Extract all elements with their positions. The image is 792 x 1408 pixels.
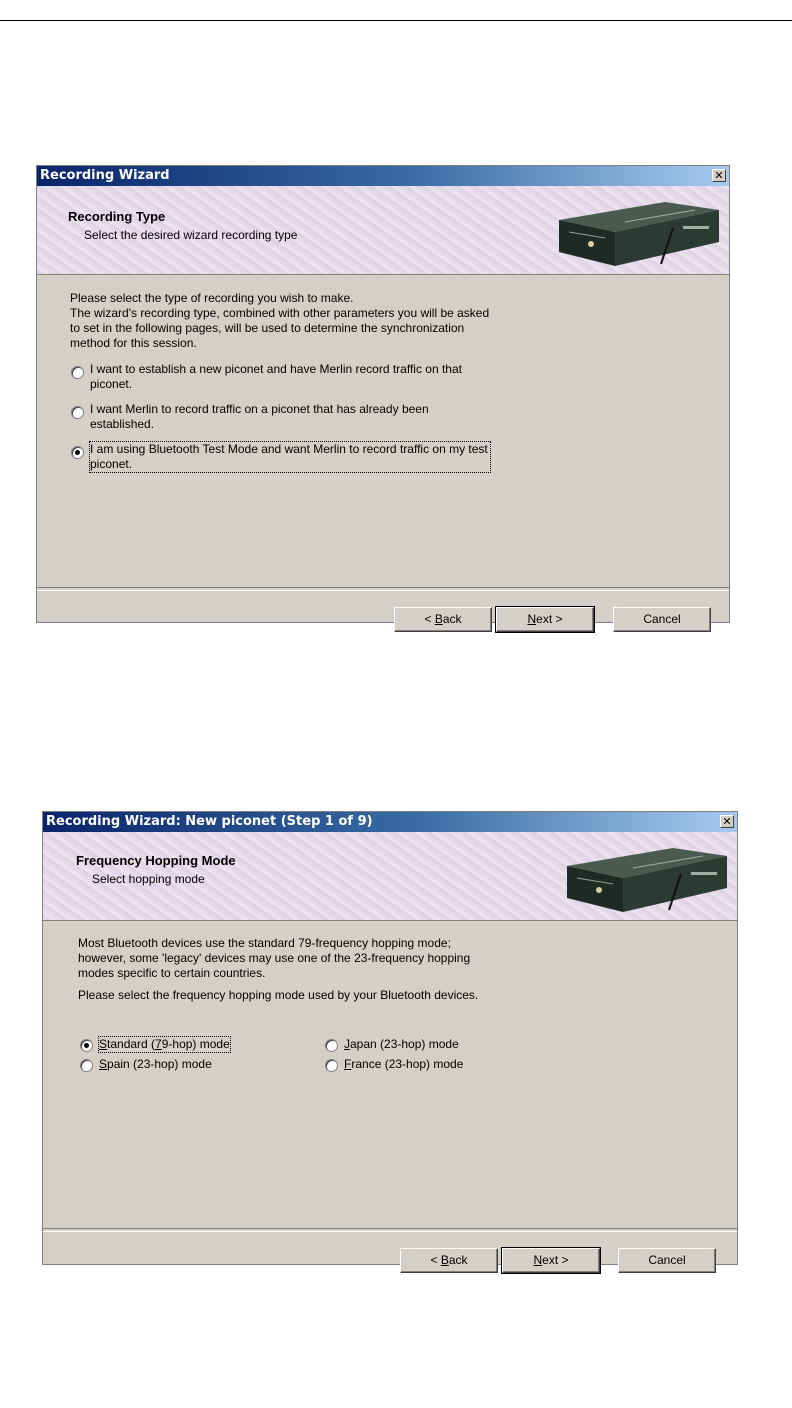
option-label: piconet. bbox=[90, 457, 133, 471]
radio-button[interactable] bbox=[325, 1059, 338, 1072]
close-icon[interactable]: ✕ bbox=[720, 815, 734, 828]
window-title: Recording Wizard: New piconet (Step 1 of 9) bbox=[46, 814, 373, 829]
radio-button-selected[interactable] bbox=[71, 446, 84, 459]
intro-line: Most Bluetooth devices use the standard 79-frequency hopping mode; bbox=[78, 936, 451, 950]
option-label: established. bbox=[90, 417, 155, 431]
option-label: Spain (23-hop) mode bbox=[99, 1057, 212, 1071]
option-label: I want Merlin to record traffic on a piconet that has already been bbox=[90, 402, 429, 416]
button-separator bbox=[43, 1228, 737, 1232]
option-label: France (23-hop) mode bbox=[344, 1057, 464, 1071]
close-icon[interactable]: ✕ bbox=[712, 169, 726, 182]
next-button[interactable]: Next > bbox=[502, 1248, 600, 1273]
title-bar bbox=[43, 812, 737, 832]
intro-line: modes specific to certain countries. bbox=[78, 966, 266, 980]
option-standard-79-hop[interactable] bbox=[80, 1037, 230, 1052]
page-top-rule bbox=[0, 20, 792, 21]
option-japan-23-hop[interactable] bbox=[325, 1037, 459, 1052]
intro-line: The wizard's recording type, combined with other parameters you will be asked bbox=[70, 306, 490, 320]
window-title: Recording Wizard bbox=[40, 168, 170, 183]
option-spain-23-hop[interactable] bbox=[80, 1057, 212, 1072]
intro-line: however, some 'legacy' devices may use one of the 23-frequency hopping bbox=[78, 951, 471, 965]
option-label: I am using Bluetooth Test Mode and want Merlin to record traffic on my test bbox=[90, 442, 488, 456]
cancel-button[interactable]: Cancel bbox=[613, 607, 711, 632]
radio-button-selected[interactable] bbox=[80, 1039, 93, 1052]
wizard-header bbox=[43, 832, 737, 921]
radio-button[interactable] bbox=[71, 406, 84, 419]
cancel-button[interactable]: Cancel bbox=[618, 1248, 716, 1273]
radio-button[interactable] bbox=[71, 366, 84, 379]
option-label: piconet. bbox=[90, 377, 133, 391]
header-title: Frequency Hopping Mode bbox=[76, 853, 236, 868]
option-label: I want to establish a new piconet and have Merlin record traffic on that bbox=[90, 362, 462, 376]
option-test-mode[interactable] bbox=[71, 442, 490, 472]
option-label: Japan (23-hop) mode bbox=[344, 1037, 459, 1051]
title-bar bbox=[37, 166, 729, 186]
back-button[interactable]: < Back bbox=[400, 1248, 498, 1273]
bluetooth-analyzer-device-image bbox=[555, 192, 721, 268]
next-button[interactable]: Next > bbox=[496, 607, 594, 632]
header-subtitle: Select the desired wizard recording type bbox=[84, 228, 298, 242]
intro-line: Please select the type of recording you wish to make. bbox=[70, 291, 354, 305]
intro-text bbox=[70, 291, 489, 351]
back-button[interactable]: < Back bbox=[394, 607, 492, 632]
header-title: Recording Type bbox=[68, 209, 166, 224]
radio-button[interactable] bbox=[325, 1039, 338, 1052]
button-separator bbox=[37, 587, 729, 591]
radio-button[interactable] bbox=[80, 1059, 93, 1072]
header-subtitle: Select hopping mode bbox=[92, 872, 205, 886]
option-new-piconet[interactable] bbox=[71, 362, 462, 392]
prompt-text: Please select the frequency hopping mode used by your Bluetooth devices. bbox=[78, 988, 479, 1002]
recording-wizard-dialog bbox=[36, 165, 730, 626]
intro-text bbox=[78, 936, 470, 981]
option-existing-piconet[interactable] bbox=[71, 402, 429, 432]
option-france-23-hop[interactable] bbox=[325, 1057, 463, 1072]
bluetooth-analyzer-device-image bbox=[563, 838, 729, 914]
recording-wizard-new-piconet-dialog bbox=[42, 811, 738, 1265]
intro-line: method for this session. bbox=[70, 336, 197, 350]
wizard-header bbox=[37, 186, 729, 275]
intro-line: to set in the following pages, will be used to determine the synchronization bbox=[70, 321, 465, 335]
option-label-focus: Standard (79-hop) mode bbox=[99, 1037, 230, 1051]
